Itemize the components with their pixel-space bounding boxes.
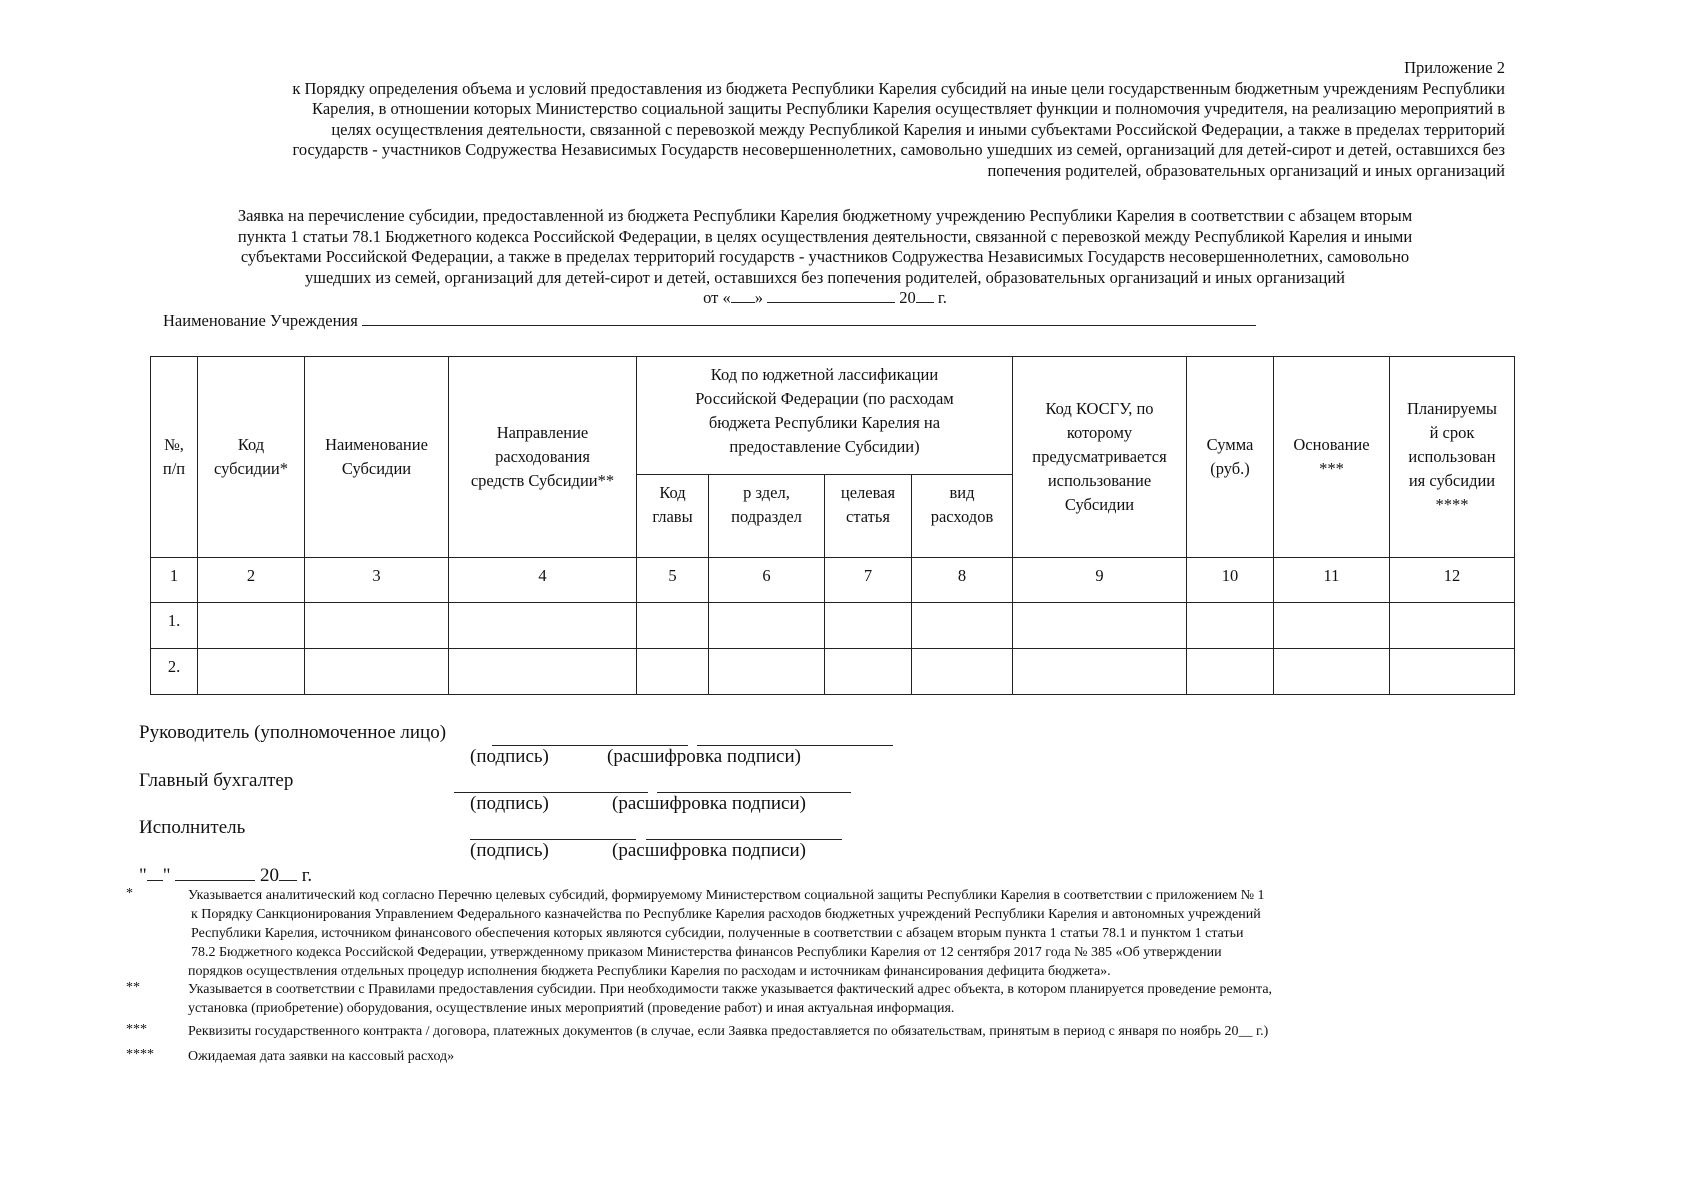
col-number: 9 <box>1013 558 1187 603</box>
date-month-field[interactable] <box>767 288 895 303</box>
table-cell[interactable] <box>1274 649 1390 695</box>
row-number: 2. <box>151 649 198 695</box>
accountant-signature-label: Главный бухгалтер <box>139 770 294 791</box>
decode-caption: (расшифровка подписи) <box>612 793 806 814</box>
header-basis: Основание *** <box>1274 357 1390 558</box>
table-cell[interactable] <box>1013 603 1187 649</box>
decode-caption: (расшифровка подписи) <box>607 746 801 767</box>
header-subsidy-name: Наименование Субсидии <box>305 357 449 558</box>
table-cell[interactable] <box>1274 603 1390 649</box>
col-number: 6 <box>709 558 825 603</box>
header-head-code: Код главы <box>637 475 709 558</box>
table-cell[interactable] <box>1013 649 1187 695</box>
col-number: 1 <box>151 558 198 603</box>
sign-day-field[interactable] <box>147 864 163 881</box>
table-cell[interactable] <box>825 603 912 649</box>
signature-caption: (подпись) <box>470 746 549 767</box>
col-number: 8 <box>912 558 1013 603</box>
request-date-line: от « » 20 г. <box>703 288 947 307</box>
footnote-mark: *** <box>126 1022 147 1037</box>
signature-date: " " 20 г. <box>139 865 313 886</box>
col-number: 11 <box>1274 558 1390 603</box>
request-title-line: ушедших из семей, организаций для детей-сирот и детей, оставшихся без попечения родителей, образовательных организаций и иных организаций <box>305 267 1345 287</box>
table-cell[interactable] <box>305 649 449 695</box>
head-signature-label: Руководитель (уполномоченное лицо) <box>139 722 447 743</box>
institution-label: Наименование Учреждения <box>163 311 358 330</box>
annex-title: Приложение 2 <box>1404 58 1505 77</box>
col-number: 4 <box>449 558 637 603</box>
table-cell[interactable] <box>1187 649 1274 695</box>
col-number: 5 <box>637 558 709 603</box>
annex-line: попечения родителей, образовательных организаций и иных организаций <box>987 160 1505 180</box>
table-cell[interactable] <box>912 603 1013 649</box>
row-number: 1. <box>151 603 198 649</box>
footnote-2: Указывается в соответствии с Правилами предоставления субсидии. При необходимости также указывается фактический адрес объекта, в котором планируется проведение ремонта, установка (приобретение) оборудования, осуществление иных мероприятий (проведение работ) и иная актуальная информация. <box>188 982 1273 1016</box>
request-title <box>150 206 1500 309</box>
header-expense-type: вид расходов <box>912 475 1013 558</box>
table-cell[interactable] <box>449 649 637 695</box>
col-number: 2 <box>198 558 305 603</box>
header-subsidy-code: Код субсидии* <box>198 357 305 558</box>
request-title-line: субъектами Российской Федерации, а также в пределах территорий государств - участников Содружества Независимых Государств несовершеннолетних, самовольно <box>240 247 1410 266</box>
date-year-field[interactable] <box>916 288 934 303</box>
annex-header <box>145 58 1505 181</box>
request-title-line: Заявка на перечисление субсидии, предоставленной из бюджета Республики Карелия бюджетному учреждению Республики Карелия в соответствии с абзацем вторым <box>237 206 1413 225</box>
header-section: р здел, подраздел <box>709 475 825 558</box>
table-cell[interactable] <box>709 649 825 695</box>
sign-month-field[interactable] <box>175 864 255 881</box>
annex-line: государств - участников Содружества Независимых Государств несовершеннолетних, самовольно ушедших из семей, организаций для детей-сирот и детей, оставшихся без <box>292 140 1505 159</box>
request-title-line: пункта 1 статьи 78.1 Бюджетного кодекса Российской Федерации, в целях осуществления деятельности, связанной с перевозкой между Республикой Карелия и иными <box>237 226 1413 246</box>
col-number: 7 <box>825 558 912 603</box>
col-number: 12 <box>1390 558 1515 603</box>
table-cell[interactable] <box>709 603 825 649</box>
sign-year-field[interactable] <box>279 864 297 881</box>
table-row <box>151 603 1515 649</box>
header-target: целевая статья <box>825 475 912 558</box>
header-budget-code: Код по юджетной лассификации Российской Федерации (по расходам бюджета Республики Карелия на предоставление Субсидии) <box>637 357 1013 475</box>
table-cell[interactable] <box>198 649 305 695</box>
footnote-mark: ** <box>126 980 140 995</box>
subsidy-table <box>150 356 1515 695</box>
table-cell[interactable] <box>449 603 637 649</box>
institution-row <box>163 311 1256 331</box>
institution-field[interactable] <box>362 311 1256 326</box>
executor-signature-label: Исполнитель <box>139 817 246 838</box>
header-term: Планируемы й срок использован ия субсидии **** <box>1390 357 1515 558</box>
table-cell[interactable] <box>1390 603 1515 649</box>
header-direction: Направление расходования средств Субсидии** <box>449 357 637 558</box>
table-cell[interactable] <box>825 649 912 695</box>
table-cell[interactable] <box>198 603 305 649</box>
table-row <box>151 649 1515 695</box>
table-cell[interactable] <box>1390 649 1515 695</box>
annex-line: целях осуществления деятельности, связанной с перевозкой между Республикой Карелия и иными субъектами Российской Федерации, а также в пределах территорий <box>331 119 1505 139</box>
annex-line: к Порядку определения объема и условий предоставления из бюджета Республики Карелия субсидий на иные цели государственным бюджетным учреждениям Республики <box>292 78 1505 98</box>
date-day-field[interactable] <box>731 288 755 303</box>
annex-line: Карелия, в отношении которых Министерство социальной защиты Республики Карелия осуществляет функции и полномочия учредителя, на реализацию мероприятий в <box>312 99 1505 118</box>
signature-caption: (подпись) <box>470 793 549 814</box>
table-cell[interactable] <box>912 649 1013 695</box>
col-number: 10 <box>1187 558 1274 603</box>
footnote-4: Ожидаемая дата заявки на кассовый расход» <box>188 1049 455 1064</box>
table-cell[interactable] <box>637 649 709 695</box>
header-num: №, п/п <box>151 357 198 558</box>
table-cell[interactable] <box>1187 603 1274 649</box>
footnote-1: Указывается аналитический код согласно Перечню целевых субсидий, формируемому Министерством социальной защиты Республики Карелия в соответствии с приложением № 1 к Порядку Санкционирования Управлением Федерального казначейства по Республике Карелия расходов бюджетных учреждений Республики Карелия и автономных учреждений Республики Карелия, источником финансового обеспечения которых являются субсидии, полученные в соответствии с абзацем вторым пункта 1 статьи 78.1 и пунктом 1 статьи 78.2 Бюджетного кодекса Российской Федерации, утвержденному приказом Министерства финансов Республики Карелия от 12 сентября 2017 года № 385 «Об утверждении порядков осуществления отдельных процедур исполнения бюджета Республики Карелия по расходам и источникам финансирования дефицита бюджета». <box>188 888 1265 979</box>
footnote-3: Реквизиты государственного контракта / договора, платежных документов (в случае, если Заявка предоставляется по обязательствам, принятым в период с января по ноябрь 20__ г.) <box>188 1024 1269 1039</box>
header-sum: Сумма (руб.) <box>1187 357 1274 558</box>
footnote-mark: **** <box>126 1047 154 1062</box>
col-number: 3 <box>305 558 449 603</box>
signature-caption: (подпись) <box>470 840 549 861</box>
header-kosgu: Код КОСГУ, по которому предусматривается использование Субсидии <box>1013 357 1187 558</box>
decode-caption: (расшифровка подписи) <box>612 840 806 861</box>
table-cell[interactable] <box>305 603 449 649</box>
column-number-row <box>151 558 1515 603</box>
table-cell[interactable] <box>637 603 709 649</box>
footnote-mark: * <box>126 886 133 901</box>
